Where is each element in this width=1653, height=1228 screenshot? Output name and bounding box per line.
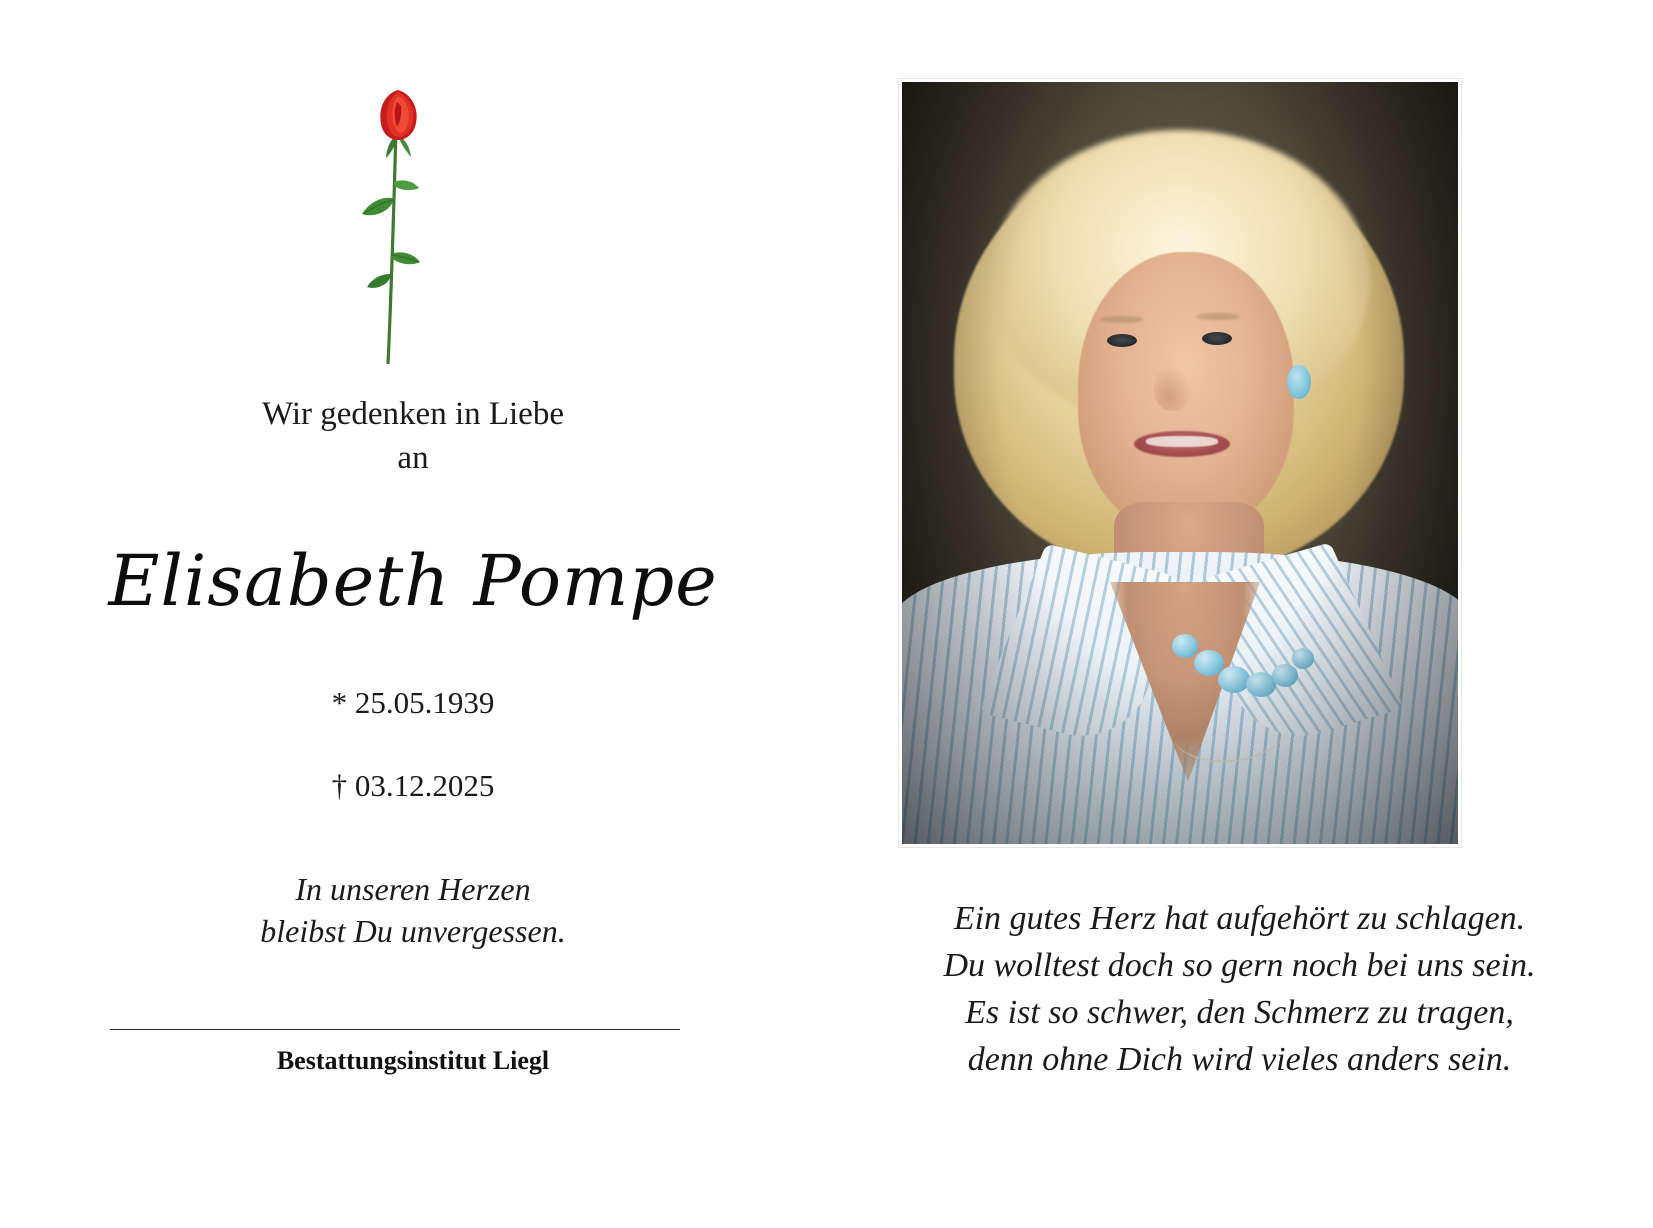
portrait-photo	[902, 82, 1458, 844]
right-verse-line2: Du wolltest doch so gern noch bei uns sein.	[943, 947, 1536, 984]
right-verse	[826, 895, 1653, 1083]
right-verse-line1: Ein gutes Herz hat aufgehört zu schlagen.	[953, 900, 1526, 937]
funeral-home-name: Bestattungsinstitut Liegl	[276, 1046, 550, 1075]
portrait-frame	[899, 79, 1461, 847]
memorial-intro-line2: an	[397, 440, 429, 476]
red-rose-icon	[340, 78, 460, 368]
memorial-left-panel	[0, 0, 826, 1228]
left-verse-line2: bleibst Du unvergessen.	[260, 913, 566, 949]
memorial-intro	[0, 392, 826, 480]
memorial-intro-line1: Wir gedenken in Liebe	[262, 396, 564, 432]
right-verse-line4: denn ohne Dich wird vieles anders sein.	[967, 1041, 1512, 1078]
right-verse-line3: Es ist so schwer, den Schmerz zu tragen,	[965, 994, 1514, 1031]
portrait-vignette	[902, 82, 1458, 844]
death-date: † 03.12.2025	[331, 768, 495, 803]
birth-date: * 25.05.1939	[331, 685, 495, 720]
divider-rule	[110, 1029, 680, 1030]
deceased-name: Elisabeth Pompe	[108, 540, 718, 622]
left-verse-line1: In unseren Herzen	[295, 871, 531, 907]
memorial-right-panel	[826, 0, 1653, 1228]
left-verse	[0, 868, 826, 952]
